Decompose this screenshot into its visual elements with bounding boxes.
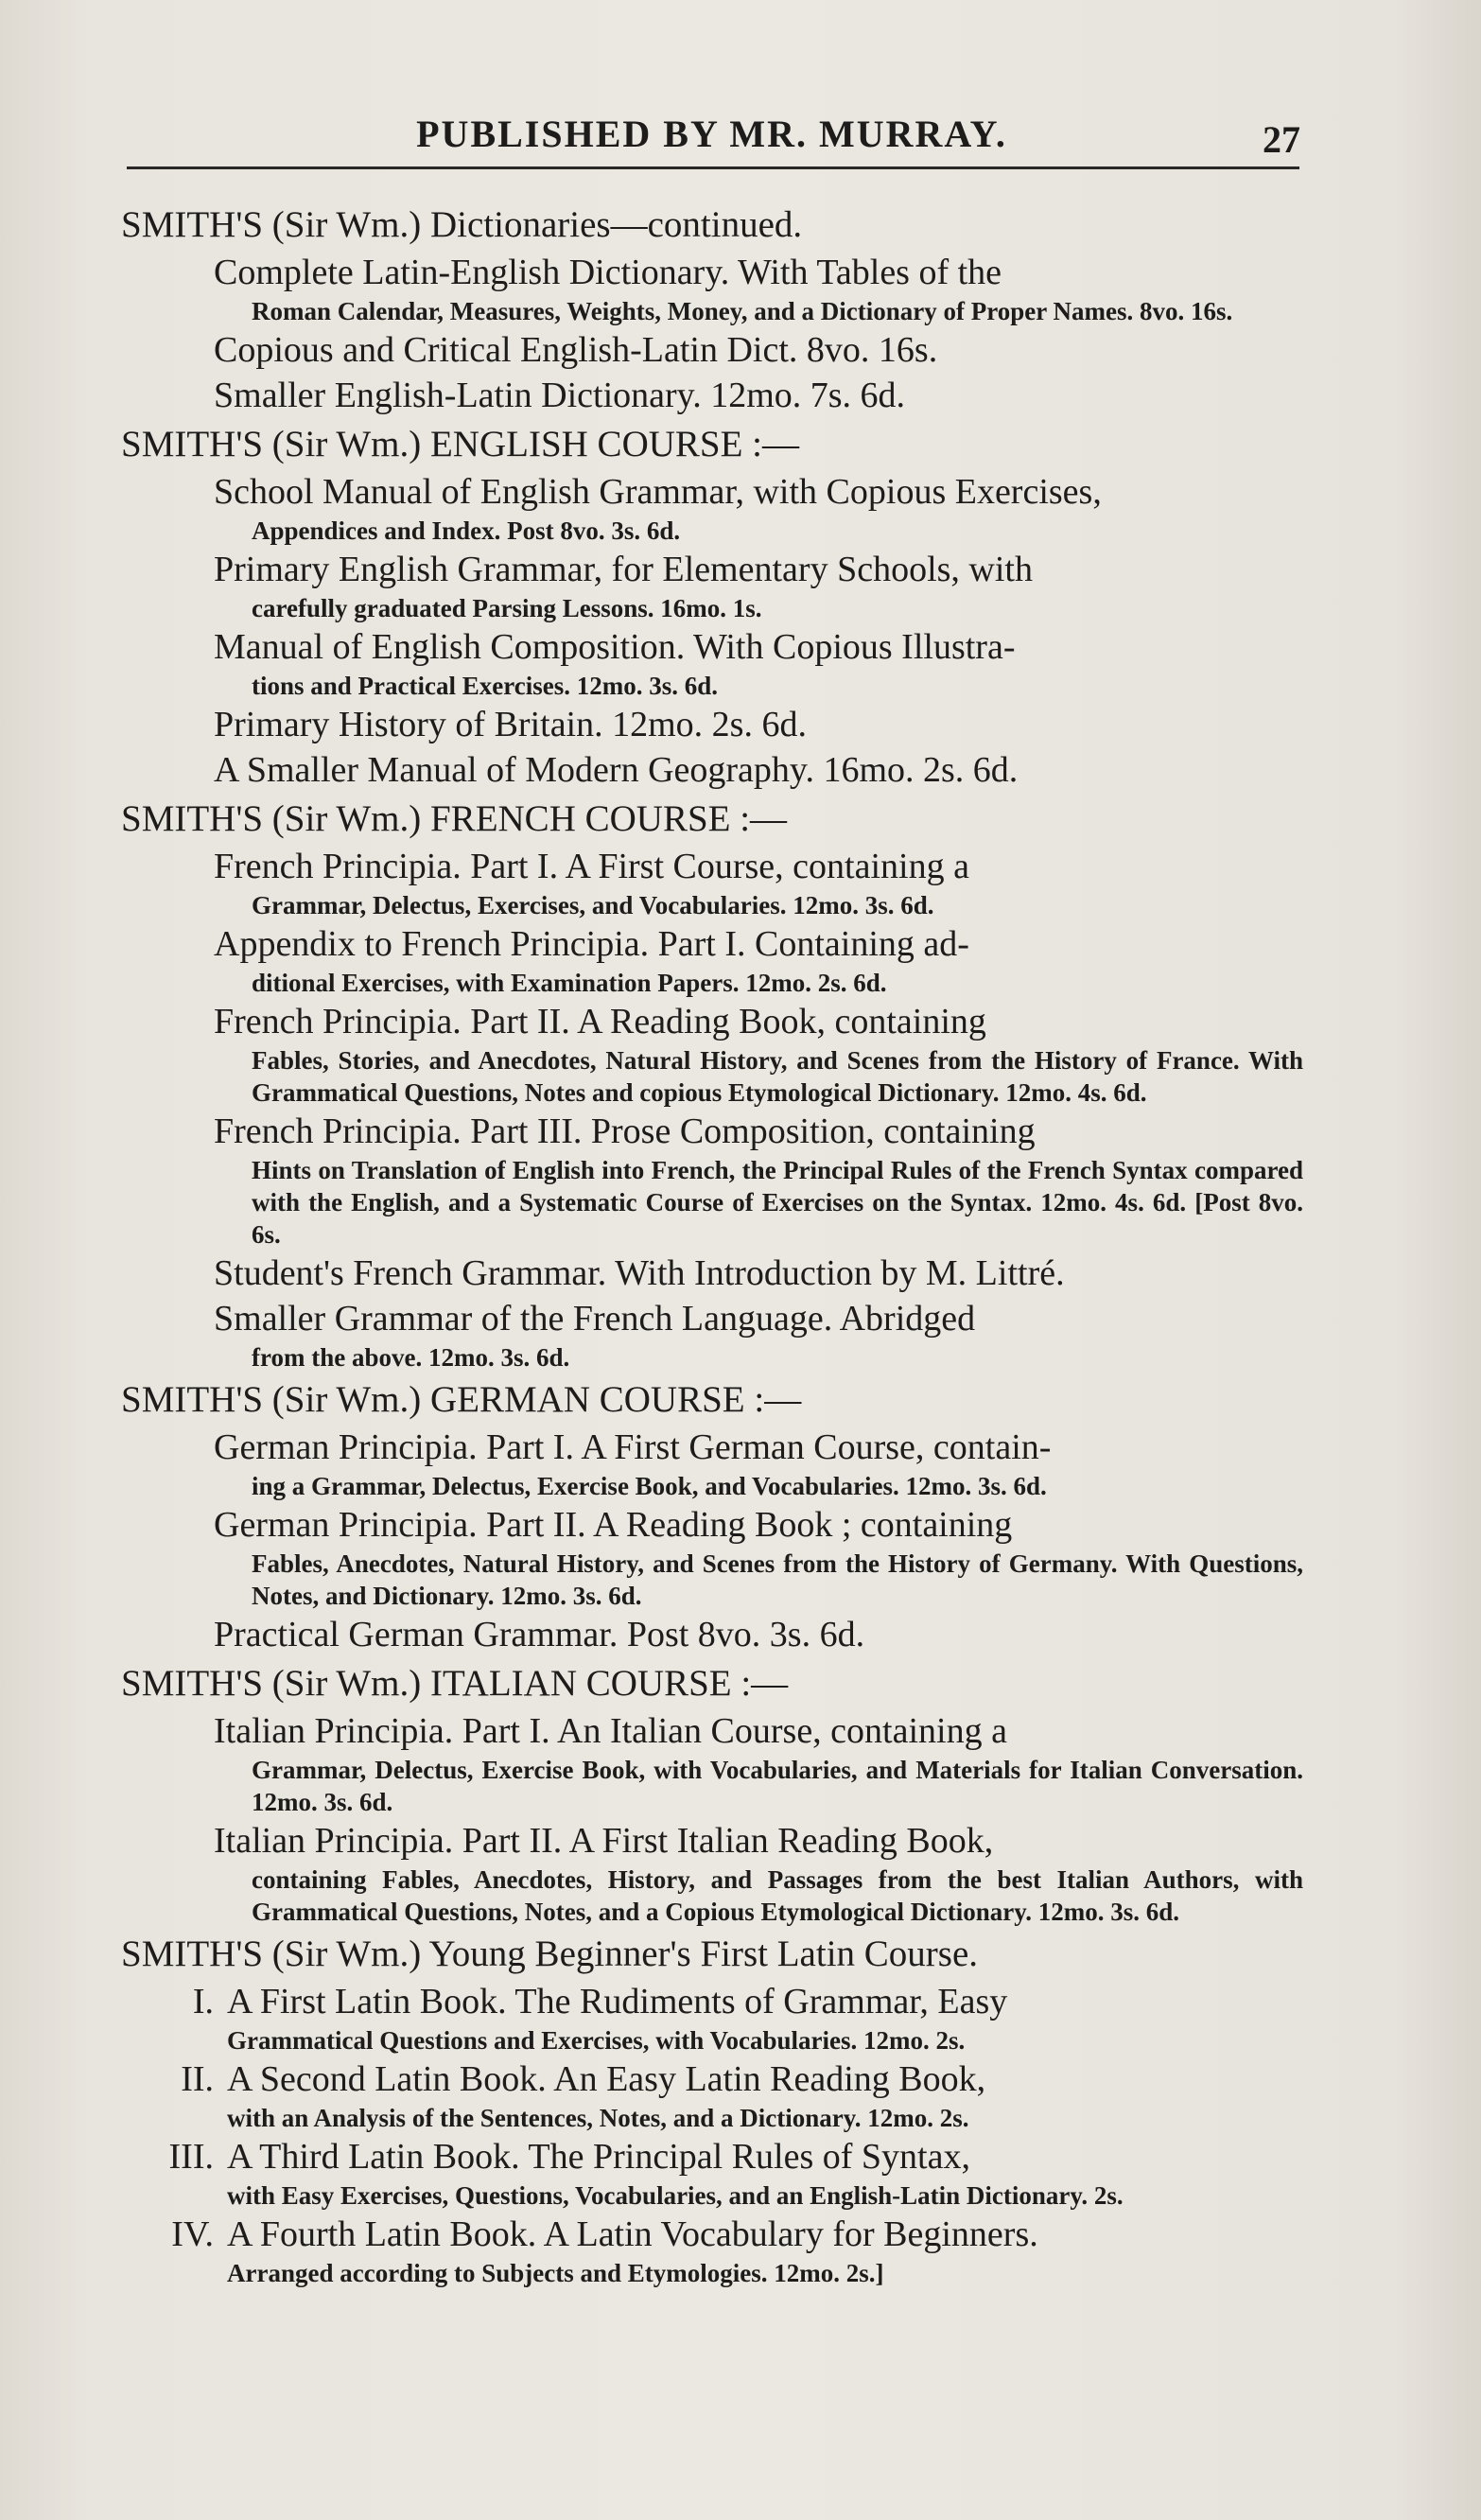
latin-book-body [227,2134,1303,2212]
section-title: SMITH'S (Sir Wm.) Dictionaries—continued. [121,204,803,245]
section-title: SMITH'S (Sir Wm.) ENGLISH COURSE :— [121,424,800,464]
catalogue-listing [121,199,1303,2289]
entry-title-line: Italian Principia. Part I. An Italian Course, containing a [214,1711,1007,1751]
entry-title-line: French Principia. Part III. Prose Composition, containing [214,1111,1036,1151]
book-entry [214,1612,1303,1657]
running-head: PUBLISHED BY MR. MURRAY. [416,113,1007,155]
entry-description: Fables, Stories, and Anecdotes, Natural History, and Scenes from the History of France. With Grammatical Questions, Notes and copious Etymological Dictionary. 12mo. 4s. 6d. [252,1046,1303,1107]
catalogue-section [121,795,1303,1374]
book-entry [214,469,1303,547]
catalogue-section [121,420,1303,793]
book-entry [214,844,1303,921]
section-title: SMITH'S (Sir Wm.) FRENCH COURSE :— [121,798,788,839]
entry-title-line: Smaller Grammar of the French Language. Abridged [214,1299,976,1339]
entry-title-line: Manual of English Composition. With Copious Illustra- [214,627,1016,667]
entry-title-line: Italian Principia. Part II. A First Italian Reading Book, [214,1821,994,1861]
book-entry [214,921,1303,999]
entry-description: Roman Calendar, Measures, Weights, Money, and a Dictionary of Proper Names. 8vo. 16s. [252,297,1233,325]
book-entry [214,1502,1303,1612]
entry-description: Grammatical Questions and Exercises, with Vocabularies. 12mo. 2s. [227,2026,966,2055]
book-entry [214,547,1303,624]
roman-numeral: III. [168,2137,214,2177]
book-entry [214,702,1303,747]
entry-title-line: German Principia. Part II. A Reading Book ; containing [214,1505,1013,1545]
book-entry [214,624,1303,702]
entry-title-line: Complete Latin-English Dictionary. With Tables of the [214,253,1002,292]
latin-book-entry [157,2056,1303,2134]
entry-description: containing Fables, Anecdotes, History, and Passages from the best Italian Authors, with Grammatical Questions, Notes, and a Copious Etymological Dictionary. 12mo. 3s. 6d. [252,1865,1303,1926]
entry-title-line: Practical German Grammar. Post 8vo. 3s. 6d. [214,1615,865,1654]
entry-title-line: French Principia. Part I. A First Course, containing a [214,847,969,886]
entry-title-line: A Fourth Latin Book. A Latin Vocabulary for Beginners. [227,2214,1038,2254]
entry-title-line: Copious and Critical English-Latin Dict. 8vo. 16s. [214,330,938,370]
entry-description: Appendices and Index. Post 8vo. 3s. 6d. [252,516,681,545]
entry-description: Fables, Anecdotes, Natural History, and Scenes from the History of Germany. With Questions, Notes, and Dictionary. 12mo. 3s. 6d. [252,1549,1303,1610]
entry-description: Arranged according to Subjects and Etymologies. 12mo. 2s.] [227,2259,884,2287]
book-entry [214,1818,1303,1928]
section-title: SMITH'S (Sir Wm.) Young Beginner's First Latin Course. [121,1934,979,1974]
entry-description: ditional Exercises, with Examination Papers. 12mo. 2s. 6d. [252,969,887,997]
page-header [123,112,1300,168]
entry-title-line: A First Latin Book. The Rudiments of Grammar, Easy [227,1982,1008,2021]
entry-description: tions and Practical Exercises. 12mo. 3s. 6d. [252,672,718,700]
entry-description: with Easy Exercises, Questions, Vocabularies, and an English-Latin Dictionary. 2s. [227,2181,1124,2210]
book-entry [214,1296,1303,1374]
entry-title-line: School Manual of English Grammar, with Copious Exercises, [214,472,1102,512]
entry-description: carefully graduated Parsing Lessons. 16mo. 1s. [252,594,762,622]
entry-description: Hints on Translation of English into French, the Principal Rules of the French Syntax compared with the English, and a Systematic Course of Exercises on the Syntax. 12mo. 4s. 6d. [Post 8vo. 6s. [252,1156,1303,1249]
entry-description: with an Analysis of the Sentences, Notes, and a Dictionary. 12mo. 2s. [227,2104,969,2132]
header-rule [127,166,1299,169]
entry-title-line: A Smaller Manual of Modern Geography. 16mo. 2s. 6d. [214,750,1019,790]
entry-title-line: Appendix to French Principia. Part I. Containing ad- [214,924,969,964]
entry-title-line: Student's French Grammar. With Introduction by M. Littré. [214,1253,1065,1293]
entry-title-line: German Principia. Part I. A First German Course, contain- [214,1427,1052,1467]
book-entry [214,250,1303,327]
roman-numeral: I. [192,1982,214,2021]
latin-book-body [227,1979,1303,2056]
latin-book-entry [157,2212,1303,2289]
entry-title-line: French Principia. Part II. A Reading Book, containing [214,1002,986,1041]
roman-numeral: II. [181,2059,214,2099]
book-entry [214,1708,1303,1818]
section-title: SMITH'S (Sir Wm.) ITALIAN COURSE :— [121,1663,789,1704]
entry-description: Grammar, Delectus, Exercises, and Vocabularies. 12mo. 3s. 6d. [252,891,934,919]
catalogue-section [121,1659,1303,1928]
latin-book-entry [157,2134,1303,2212]
book-entry [214,747,1303,793]
section-title: SMITH'S (Sir Wm.) GERMAN COURSE :— [121,1379,802,1420]
book-entry [214,327,1303,373]
book-entry [214,1109,1303,1251]
book-entry [214,1251,1303,1296]
entry-description: from the above. 12mo. 3s. 6d. [252,1343,570,1372]
latin-course-section [121,1930,1303,2289]
catalogue-section [121,201,1303,418]
entry-title-line: A Third Latin Book. The Principal Rules of Syntax, [227,2137,970,2177]
entry-title-line: Primary History of Britain. 12mo. 2s. 6d. [214,705,807,744]
entry-description: ing a Grammar, Delectus, Exercise Book, and Vocabularies. 12mo. 3s. 6d. [252,1472,1047,1500]
latin-book-entry [157,1979,1303,2056]
entry-description: Grammar, Delectus, Exercise Book, with Vocabularies, and Materials for Italian Conversation. 12mo. 3s. 6d. [252,1756,1303,1816]
catalogue-section [121,1375,1303,1657]
entry-title-line: Primary English Grammar, for Elementary Schools, with [214,550,1033,589]
latin-book-body [227,2212,1303,2289]
book-entry [214,999,1303,1109]
roman-numeral: IV. [171,2214,214,2254]
entry-title-line: Smaller English-Latin Dictionary. 12mo. 7s. 6d. [214,376,906,415]
latin-book-body [227,2056,1303,2134]
entry-title-line: A Second Latin Book. An Easy Latin Reading Book, [227,2059,986,2099]
book-entry [214,373,1303,418]
page-number: 27 [1263,118,1300,161]
book-entry [214,1425,1303,1502]
